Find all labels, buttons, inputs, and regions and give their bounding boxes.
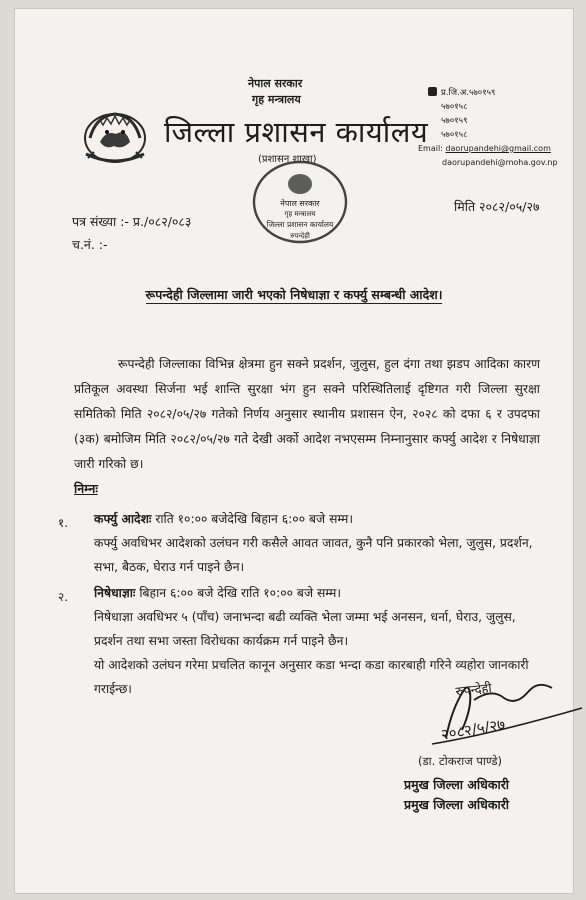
office-stamp: [250, 158, 350, 248]
item-1-timing: राति १०:०० बजेदेखि बिहान ६:०० बजे सम्म।: [155, 512, 354, 526]
item-2-timing: बिहान ६:०० बजे देखि राति १०:०० बजे सम्म।: [139, 586, 341, 600]
contact-block: [418, 86, 558, 170]
office-title: जिल्ला प्रशासन कार्यालय: [164, 115, 429, 149]
ministry-name: गृह मन्त्रालय: [252, 93, 301, 106]
handwritten-date: २०८२/५/२७: [439, 714, 507, 744]
designation-1: प्रमुख जिल्ला अधिकारी: [404, 777, 510, 792]
item-1-body: कर्फ्यु अवधिभर आदेशको उलंघन गरी कसैले आवत जावत, कुनै पनि प्रकारको भेला, जुलुस, प्रदर्शन, सभा, बैठक, घेराउ गर्न पाइने छैन।: [94, 536, 533, 574]
stamp-line-3: जिल्ला प्रशासन कार्यालय: [266, 220, 334, 229]
item-2-number: २.: [58, 590, 69, 604]
email-1: daorupandehi@gmail.com: [445, 144, 551, 153]
stamp-line-4: रुपन्देही: [290, 232, 310, 240]
intro-paragraph: रूपन्देही जिल्लाका विभिन्न क्षेत्रमा हुन सक्ने प्रदर्शन, जुलुस, हुल दंगा तथा झडप आदिका कारण प्रतिकूल अवस्था सिर्जना भई शान्ति सुरक्षा भंग हुन सक्ने परिस्थितिलाई दृष्टिगत गरी जिल्ला सुरक्षा समितिको मिति २०८२/०५/२७ गतेको निर्णय अनुसार स्थानीय प्रशासन ऐन, २०२८ को दफा ६ र उपदफा (३क) बमोजिम मिति २०८२/०५/२७ गते देखी अर्को आदेश नभएसम्म निम्नानुसार कर्फ्यु आदेश र निषेधाज्ञा जारी गरिको छ।: [74, 357, 540, 471]
stamp-line-2: गृह मन्त्रालय: [284, 210, 316, 218]
item-1-label: कर्फ्यु आदेशः: [94, 512, 152, 526]
email-2: daorupandehi@moha.gov.np: [442, 158, 558, 167]
phone-4: ५७०१५८: [441, 130, 468, 140]
email-label: Email:: [418, 144, 443, 153]
designation-2: प्रमुख जिल्ला अधिकारी: [404, 797, 510, 812]
item-1-number: १.: [58, 516, 69, 530]
list-heading: निम्नः: [74, 481, 98, 496]
letter-date: मिति २०८२/०५/२७: [454, 199, 540, 214]
enforcement-note: यो आदेशको उलंघन गरेमा प्रचलित कानून अनुसार कडा भन्दा कडा कारबाही गरिने व्यहोरा जानकारी गराईन्छ।: [94, 658, 529, 696]
government-name: नेपाल सरकार: [248, 77, 303, 90]
officer-name: (डा. टोकराज पाण्डे): [418, 754, 503, 768]
telephone-icon: [428, 87, 437, 96]
letter-page: [14, 8, 574, 894]
email-row-1: [418, 142, 558, 156]
item-2-label: निषेधाज्ञाः: [94, 586, 136, 600]
phone-row: [428, 86, 558, 100]
nepal-emblem-icon: [76, 102, 154, 170]
handwritten-mark: रुपन्देही: [454, 681, 493, 700]
stamp-line-1: नेपाल सरकार: [280, 199, 320, 208]
item-1-title: [94, 510, 353, 527]
phone-2: ५७०१५८: [441, 102, 468, 112]
phone-1: प्र.जि.अ.५७०१५९: [441, 88, 496, 98]
subject-line: [14, 286, 574, 303]
subject-text: रूपन्देही जिल्लामा जारी भएको निषेधाज्ञा र कर्फ्यु सम्बन्धी आदेश।: [145, 287, 443, 302]
letter-number: पत्र संख्या :- प्र./०८२/०८३: [72, 214, 192, 229]
office-section: (प्रशासन शाखा): [258, 154, 317, 165]
item-2-title: [94, 584, 341, 601]
dispatch-number: च.नं. :-: [72, 237, 108, 252]
phone-3: ५७०१५९: [441, 116, 468, 126]
handwritten-signature: [412, 668, 586, 756]
item-2-body: निषेधाज्ञा अवधिभर ५ (पाँच) जनाभन्दा बढी व्यक्ति भेला जम्मा भई अनसन, धर्ना, घेराउ, जुलुस, प्रदर्शन तथा सभा जस्ता विरोधका कार्यक्रम गर्न पाइने छैन।: [94, 610, 516, 648]
